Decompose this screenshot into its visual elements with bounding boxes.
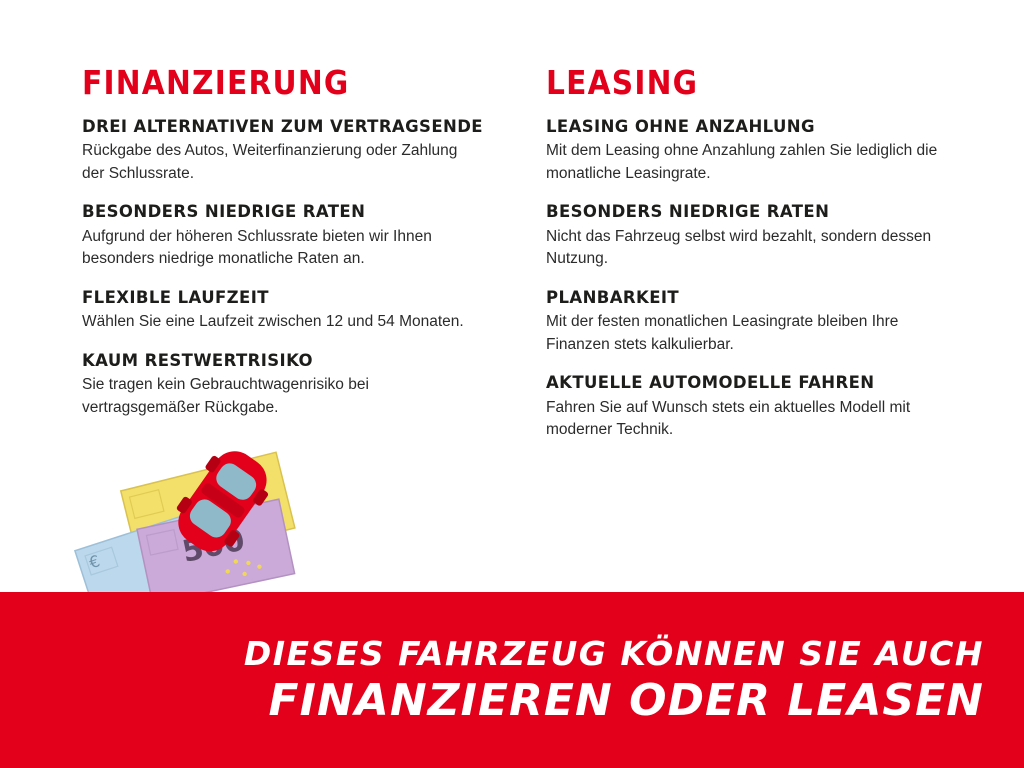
feature-heading: AKTUELLE AUTOMODELLE FAHREN [546,373,875,393]
footer-text-block [243,633,984,727]
feature-block [546,202,964,271]
column-title-finanzierung: FINANZIERUNG [82,63,350,102]
feature-heading: KAUM RESTWERTRISIKO [82,350,313,370]
column-title-leasing: LEASING [546,63,699,102]
feature-heading: FLEXIBLE LAUFZEIT [82,287,269,307]
footer-banner [0,592,1024,768]
feature-heading: BESONDERS NIEDRIGE RATEN [546,202,830,222]
feature-body: Sie tragen kein Gebrauchtwagenrisiko bei vertragsgemäßer Rückgabe. [82,376,369,416]
feature-body: Fahren Sie auf Wunsch stets ein aktuelles Modell mit moderner Technik. [546,398,911,439]
feature-body: Nicht das Fahrzeug selbst wird bezahlt, sondern dessen Nutzung. [546,227,932,268]
feature-body: Mit der festen monatlichen Leasingrate bleiben Ihre Finanzen stets kalkulierbar. [546,313,899,353]
feature-heading: DREI ALTERNATIVEN ZUM VERTRAGSENDE [82,116,483,136]
feature-block [82,202,500,271]
footer-headline-bottom: FINANZIEREN ODER LEASEN [268,675,984,727]
feature-heading: PLANBARKEIT [546,287,680,307]
feature-block [546,373,964,442]
feature-body: Aufgrund der höheren Schlussrate bieten wir Ihnen besonders niedrige monatliche Raten an. [82,227,432,268]
feature-block [546,288,964,357]
column-leasing [546,63,964,459]
feature-block [82,288,500,334]
column-finanzierung [82,63,500,459]
feature-heading: BESONDERS NIEDRIGE RATEN [82,202,366,222]
content-columns [0,63,1024,459]
feature-body: Mit dem Leasing ohne Anzahlung zahlen Sie lediglich die monatliche Leasingrate. [546,142,938,182]
footer-headline-top: DIESES FAHRZEUG KÖNNEN SIE AUCH [243,633,984,673]
feature-body: Wählen Sie eine Laufzeit zwischen 12 und 54 Monaten. [82,313,464,331]
feature-block [546,117,964,186]
feature-block [82,117,500,186]
feature-body: Rückgabe des Autos, Weiterfinanzierung oder Zahlung der Schlussrate. [82,142,458,182]
feature-heading: LEASING OHNE ANZAHLUNG [546,116,815,136]
svg-text:€: € [86,551,103,573]
feature-block [82,351,500,420]
